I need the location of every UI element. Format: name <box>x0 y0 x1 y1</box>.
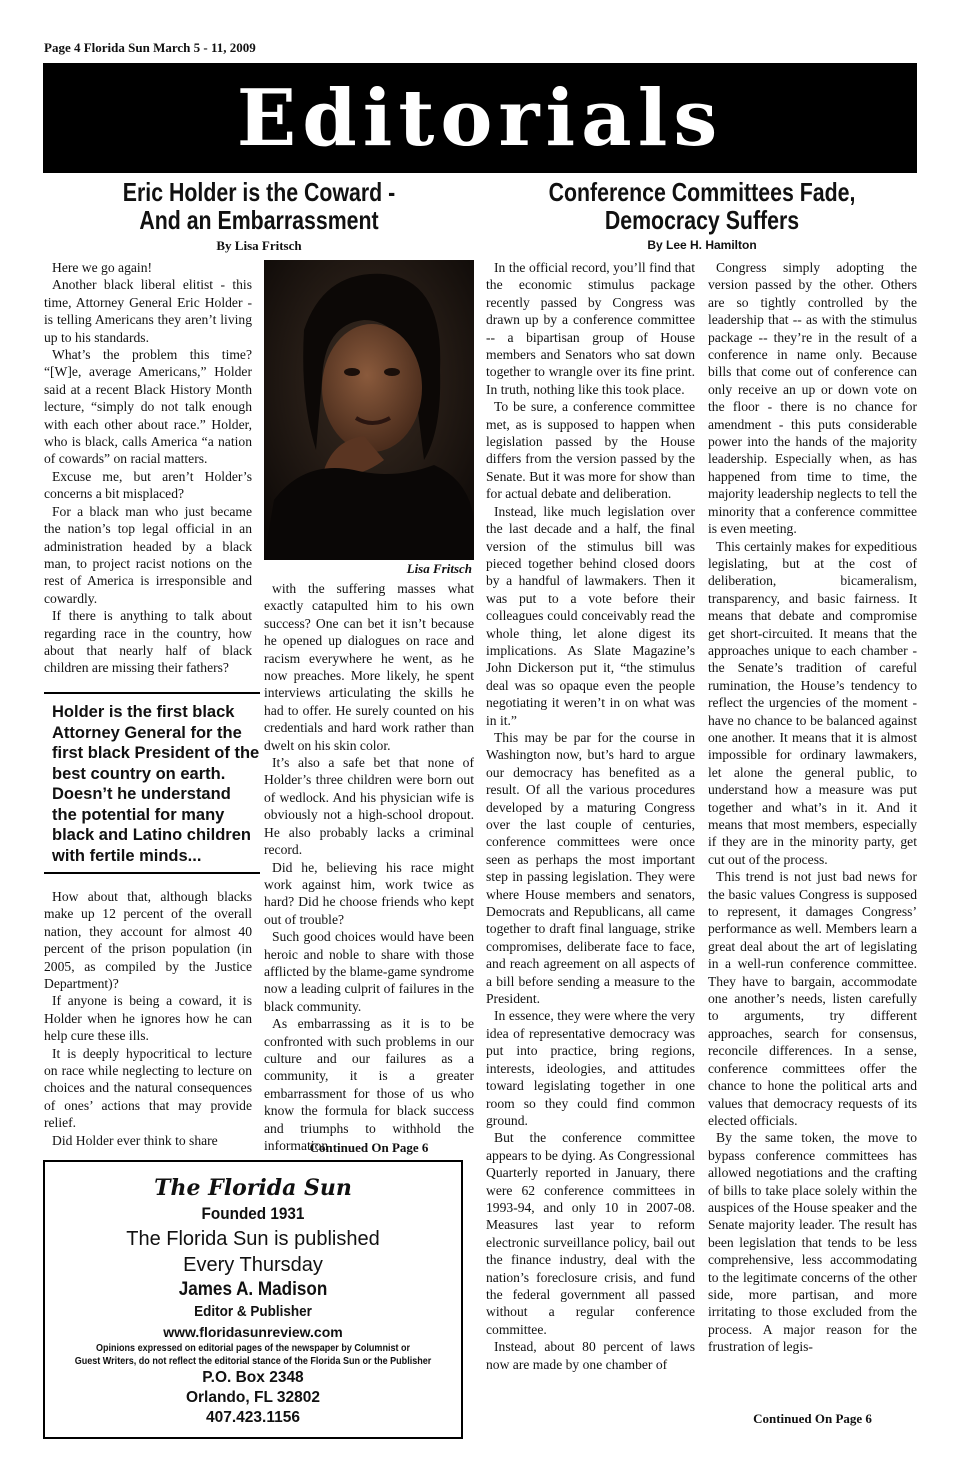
article1-paragraph: What’s the problem this time? “[W]e, average Americans,” Holder said at a recent Black History Month lecture, “simply do not talk enough with each other about race.” Holder, who is black, calls America “a nation of cowards” on racial matters. <box>44 347 252 467</box>
masthead-published-line1: The Florida Sun is published <box>126 1228 380 1250</box>
article2-paragraph: Congress simply adopting the version passed by the other. Others are so tightly controlled by the leadership that -- as with the stimulus package -- they’re in the result of a conference in name only. Because bills that come out of conference can only receive an up or down vote on the floor - there is no chance for amendment - this puts considerable power into the hands of the majority leadership. Especially when, as has happened from time to time, the majority leadership neglects to tell the minority that a conference committee is even meeting. <box>708 260 917 537</box>
masthead-editor-title: Editor & Publisher <box>194 1303 312 1320</box>
article1-paragraph: Such good choices would have been heroic and noble to share with those afflicted by the blame-game syndrome now a leading culprit of failures in the black community. <box>264 929 474 1014</box>
article2-paragraph: But the conference committee appears to be dying. As Congressional Quarterly reported in January, there were 62 conference committees in 1993-94, and only 10 in 2007-08. Measures last year to reform electronic surveillance policy, bail out the finance industry, deal with the nation’s foreclosure crisis, and fund the federal government all passed without a regular conference committee. <box>486 1130 695 1337</box>
article2-paragraph: To be sure, a conference committee met, as is supposed to happen when legislation passed by the House differs from the version passed by the Senate. But it was more for show than for actual debate and deliberation. <box>486 399 695 502</box>
masthead-editor-name: James A. Madison <box>178 1279 328 1300</box>
article2-header <box>486 178 918 252</box>
article2-paragraph: Instead, like much legislation over the last decade and a half, the final version of the stimulus bill was pieced together behind closed doors by a handful of lawmakers. Then it was put to a vote before their colleagues could conceivably read the whole thing, let alone digest its implications. As Slate Magazine’s John Dickerson put it, “the stimulus deal was so opaque even the people negotiating it weren’t in on what was in it.” <box>486 503 695 728</box>
article1-paragraph: As embarrassing as it is to be confronted with such problems in our culture and our failures as a community, it is a greater embarrassment for those of us who know the formula for black success and triumphs to withhold the information <box>264 1016 474 1153</box>
article2-paragraph: This trend is not just bad news for the basic values Congress is supposed to represent, it damages Congress’ performance as well. Members learn a great deal about the art of legislating in a well-run conference committee. They have to bargain, accommodate one another’s needs, listen carefully to arguments, try different approaches, search for consensus, reconcile differences. In a sense, conference committees offer the chance to hone the political arts and values that democracy requests of its elected officials. <box>708 869 917 1128</box>
masthead-city: Orlando, FL 32802 <box>185 1389 321 1406</box>
article1-headline-line2: And an Embarrassment <box>139 205 379 235</box>
article1-paragraph: It’s also a safe bet that none of Holder’s three children were born out of wedlock. And his physician wife is obviously not a high-school dropout. He also probably lacks a criminal record. <box>264 755 474 858</box>
article2-headline-line2: Democracy Suffers <box>604 205 800 235</box>
article2-paragraph: This may be par for the course in Washington now, but’s hard to argue our democracy has benefited as a result. Of all the various procedures developed by a maturing Congress over the last couple of centuries, conference committees were once seen as perhaps the most important step in passing legislation. They were where House members and senators, Democrats and Republicans, all came together to draft final language, strike compromises, deliberate face to face, and reach agreement on all aspects of a bill before sending a measure to the President. <box>486 729 695 1007</box>
article1-col2 <box>264 580 474 1154</box>
article2-paragraph: This certainly makes for expeditious legislating, but at the cost of deliberation, bicameralism, transparency, and basic fairness. It means that debate and compromise get short-circuited. It means that the approaches unique to each chamber - the Senate’s tradition of careful rumination, the House’s tendency to reflect the urgencies of the moment - have no chance to be balanced against one another. It means that it is almost impossible for ordinary lawmakers, let alone the general public, to understand how a measure was put together and what’s in it. And it means that most members, especially if they are in the minority party, get cut out of the process. <box>708 538 917 867</box>
masthead-disclaimer-line2: Guest Writers, do not reflect the editorial stance of the Florida Sun or the Publisher <box>74 1355 432 1367</box>
article1-paragraph: Here we go again! <box>52 260 153 275</box>
masthead-po-box: P.O. Box 2348 <box>202 1369 304 1386</box>
article1-header <box>44 178 474 254</box>
article2-byline: By Lee H. Hamilton <box>647 238 757 252</box>
article2-paragraph: In essence, they were where the very idea of representative democracy was put into practice, bring regions, interests, ideologies, and attitudes toward legislating together in one room so they could find common ground. <box>486 1008 695 1128</box>
masthead-box <box>43 1160 463 1439</box>
masthead-disclaimer-line1: Opinions expressed on editorial pages of the newspaper by Columnist or <box>95 1342 411 1354</box>
article1-paragraph: Another black liberal elitist - this time, Attorney General Eric Holder - is telling Americans they aren’t living up to his standards. <box>44 277 252 345</box>
article1-paragraph: For a black man who just became the nation’s top legal official in an administration headed by a black man, to project racist notions on the rest of America is irresponsible and cowardly. <box>44 503 252 606</box>
article1-headline <box>83 178 436 234</box>
photo-caption: Lisa Fritsch <box>406 561 472 576</box>
article1-headline-line1: Eric Holder is the Coward - <box>122 177 396 207</box>
article2-headline <box>525 178 879 234</box>
pull-quote: Holder is the first black Attorney General for the first black President of the best country on earth. Doesn’t he understand the potential for many black and Latino children with fertile minds... <box>44 692 260 874</box>
article2-paragraph: By the same token, the move to bypass conference committees has allowed negotiations and the crafting of bills to take place solely within the auspices of the House speaker and the Senate majority leader. The result has been legislation that tends to be less comprehensive, less accommodating to the legitimate concerns of the other side, more partisan, and more irritating to those excluded from the process. A major reason for the frustration of legis- <box>708 1130 917 1355</box>
article1-paragraph: with the suffering masses what exactly catapulted him to his own success? One can bet it isn’t because he opened up dialogues on race and racism everywhere he went, as he now preaches. More likely, he spent interviews articulating the skills he had to offer. He surely counted on his credentials and hard work rather than dwelt on his skin color. <box>264 581 474 753</box>
section-banner: Editorials <box>43 63 917 173</box>
article1-paragraph: How about that, although blacks make up 12 percent of the overall nation, they account for almost 40 percent of the prison population (in 2005, as compiled by the Justice Department)? <box>44 889 252 992</box>
article1-paragraph: Did Holder ever think to share <box>52 1132 218 1148</box>
article2-continued: Continued On Page 6 <box>753 1411 872 1426</box>
article2-col2 <box>708 259 917 1356</box>
article1-paragraph: It is deeply hypocritical to lecture on race while neglecting to lecture on choices and the natural consequences of ones’ actions that may provide relief. <box>44 1045 252 1131</box>
article1-continued: Continued On Page 6 <box>309 1140 429 1155</box>
article2-paragraph: Instead, about 80 percent of laws now are made by one chamber of <box>486 1339 695 1372</box>
article1-paragraph: If anyone is being a coward, it is Holder when he ignores how he can help cure these ills. <box>44 993 252 1044</box>
masthead-paper-name: The Florida Sun <box>154 1175 352 1201</box>
article1-paragraph: Did he, believing his race might work against him, work twice as hard? Did he choose friends who kept out of trouble? <box>264 859 474 927</box>
page-folio: Page 4 Florida Sun March 5 - 11, 2009 <box>44 40 256 55</box>
masthead-published-line2: Every Thursday <box>183 1254 323 1276</box>
masthead-founded: Founded 1931 <box>201 1204 305 1223</box>
masthead-website[interactable]: www.floridasunreview.com <box>163 1324 343 1340</box>
article1-paragraph: Excuse me, but aren’t Holder’s concerns a bit misplaced? <box>44 468 252 502</box>
portrait-image <box>264 260 474 560</box>
article1-col1-bottom <box>44 888 252 1149</box>
author-photo <box>264 260 474 560</box>
article1-col1-top <box>44 259 252 677</box>
article1-byline: By Lisa Fritsch <box>216 238 302 253</box>
article1-paragraph: If there is anything to talk about regarding race in the country, how about that nearly half of black children are missing their fathers? <box>44 608 252 676</box>
article2-col1 <box>486 259 695 1373</box>
article2-paragraph: In the official record, you’ll find that the economic stimulus package recently passed by Congress was drawn up by a conference committee -- a bipartisan group of House members and Senators who sat down together to wrangle over its fine print. In truth, nothing like this took place. <box>486 260 695 397</box>
masthead-phone: 407.423.1156 <box>206 1409 300 1426</box>
article2-headline-line1: Conference Committees Fade, <box>548 177 856 207</box>
